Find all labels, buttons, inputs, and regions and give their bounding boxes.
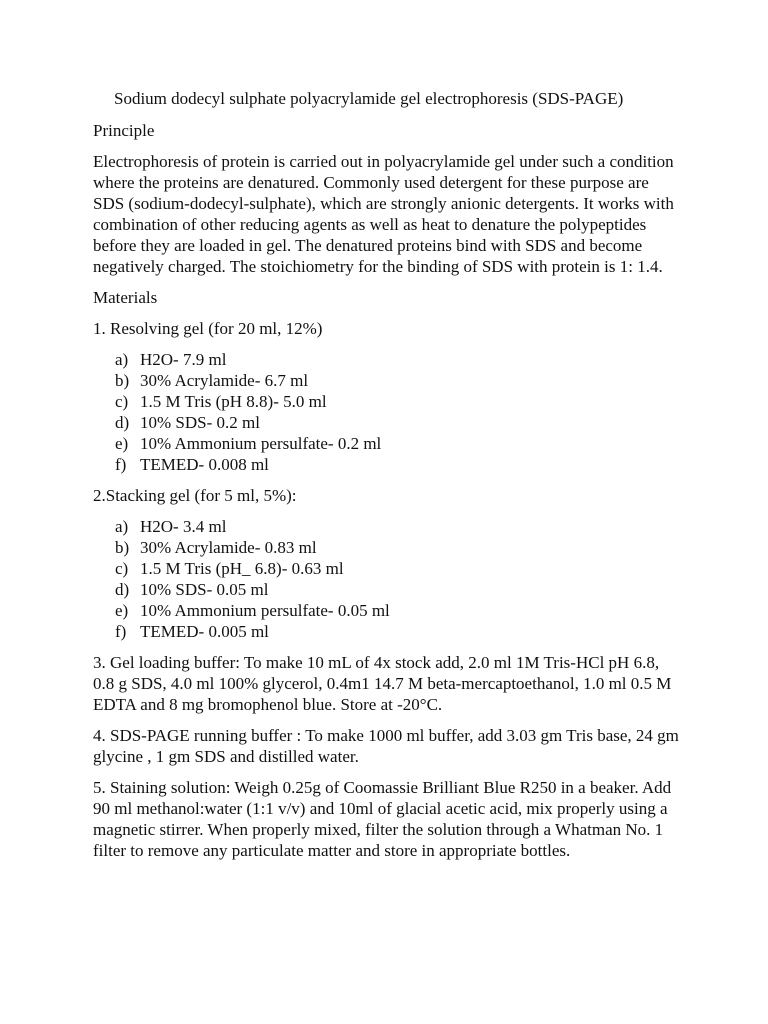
gel-loading-buffer-paragraph: 3. Gel loading buffer: To make 10 mL of 4x stock add, 2.0 ml 1M Tris-HCl pH 6.8, 0.8 g SDS, 4.0 ml 100% glycerol, 0.4m1 14.7 M beta-mercaptoethanol, 1.0 ml 0.5 M EDTA and 8 mg bromophenol blue. Store at -20°C. [93,653,672,714]
list-marker: b) [115,538,130,557]
list-item [93,516,683,537]
running-buffer-paragraph: 4. SDS-PAGE running buffer : To make 1000 ml buffer, add 3.03 gm Tris base, 24 gm glycine , 1 gm SDS and distilled water. [93,726,679,766]
principle-heading: Principle [93,121,155,140]
list-item [93,537,683,558]
list-item-text: 30% Acrylamide- 0.83 ml [140,538,317,557]
document-page [93,88,683,871]
list-marker: c) [115,559,129,578]
list-item [93,454,683,475]
list-item-text: 30% Acrylamide- 6.7 ml [140,371,309,390]
list-marker: d) [115,413,130,432]
list-item-text: H2O- 3.4 ml [140,517,227,536]
list-item [93,579,683,600]
list-item-text: 1.5 M Tris (pH 8.8)- 5.0 ml [140,392,327,411]
list-marker: e) [115,434,129,453]
list-marker: b) [115,371,130,390]
list-item-text: 10% SDS- 0.2 ml [140,413,260,432]
list-item-text: TEMED- 0.008 ml [140,455,269,474]
list-item-text: 10% Ammonium persulfate- 0.05 ml [140,601,390,620]
list-item [93,349,683,370]
resolving-gel-list [93,349,683,475]
list-item-text: TEMED- 0.005 ml [140,622,269,641]
list-item-text: H2O- 7.9 ml [140,350,227,369]
materials-heading: Materials [93,288,158,307]
list-marker: d) [115,580,130,599]
list-item [93,412,683,433]
list-item [93,600,683,621]
list-marker: a) [115,517,129,536]
document-title: Sodium dodecyl sulphate polyacrylamide gel electrophoresis (SDS-PAGE) [114,89,624,108]
principle-paragraph: Electrophoresis of protein is carried out in polyacrylamide gel under such a condition where the proteins are denatured. Commonly used detergent for these purpose are SDS (sodium-dodecyl-sulphate), which are strongly anionic detergents. It works with combination of other reducing agents as well as heat to denature the polypeptides before they are loaded in gel. The denatured proteins bind with SDS and become negatively charged. The stoichiometry for the binding of SDS with protein is 1: 1.4. [93,152,674,276]
list-item-text: 10% Ammonium persulfate- 0.2 ml [140,434,382,453]
stacking-gel-list [93,516,683,642]
list-item-text: 10% SDS- 0.05 ml [140,580,269,599]
list-marker: c) [115,392,129,411]
resolving-gel-heading: 1. Resolving gel (for 20 ml, 12%) [93,319,323,338]
list-item [93,433,683,454]
stacking-gel-heading: 2.Stacking gel (for 5 ml, 5%): [93,486,297,505]
list-item [93,370,683,391]
list-item [93,558,683,579]
list-marker: f) [115,622,127,641]
staining-solution-paragraph: 5. Staining solution: Weigh 0.25g of Coomassie Brilliant Blue R250 in a beaker. Add 90 ml methanol:water (1:1 v/v) and 10ml of glacial acetic acid, mix properly using a magnetic stirrer. When properly mixed, filter the solution through a Whatman No. 1 filter to remove any particulate matter and store in appropriate bottles. [93,778,672,860]
list-marker: a) [115,350,129,369]
list-item-text: 1.5 M Tris (pH_ 6.8)- 0.63 ml [140,559,344,578]
list-marker: e) [115,601,129,620]
list-item [93,621,683,642]
list-item [93,391,683,412]
list-marker: f) [115,455,127,474]
